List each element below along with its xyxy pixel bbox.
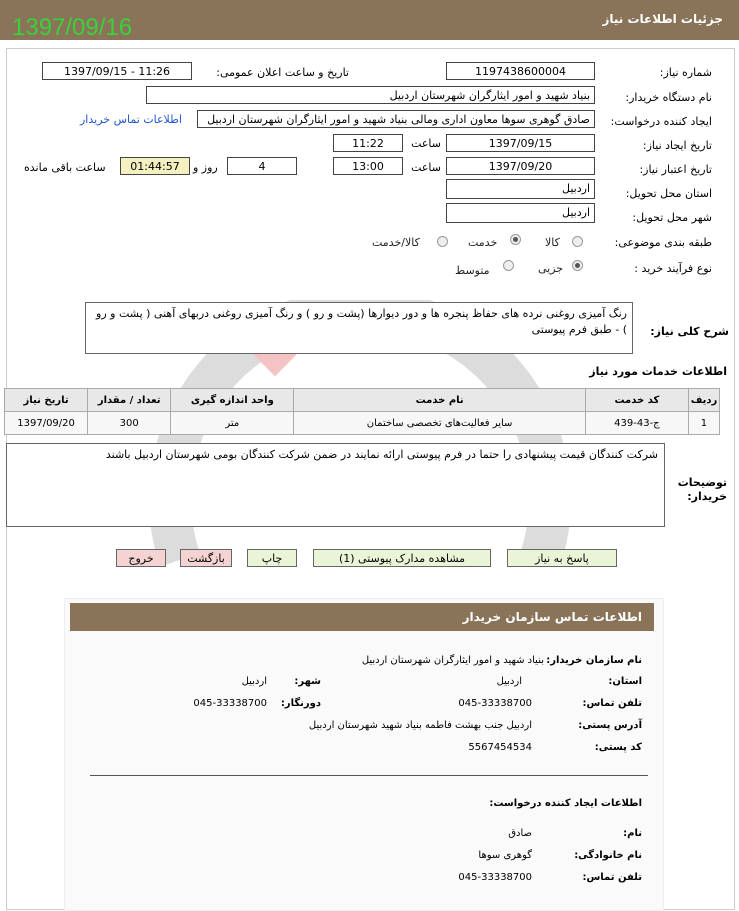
category-both-label: کالا/خدمت <box>372 236 420 249</box>
process-medium-radio[interactable] <box>503 260 514 271</box>
days-label: روز و <box>193 161 218 174</box>
contact-card-title: اطلاعات تماس سازمان خریدار <box>462 610 642 624</box>
days-field: 4 <box>227 157 297 175</box>
name-label: نام: <box>623 828 642 839</box>
page-title: جزئیات اطلاعات نیاز <box>602 12 723 26</box>
validity-time-label: ساعت <box>411 161 441 174</box>
category-service-label: خدمت <box>468 236 498 249</box>
need-number-label: شماره نیاز: <box>659 66 712 79</box>
cell-date: 1397/09/20 <box>5 412 88 435</box>
validity-date-field: 1397/09/20 <box>446 157 595 175</box>
create-time-field: 11:22 <box>333 134 403 152</box>
reply-button[interactable]: پاسخ به نیاز <box>507 549 617 567</box>
category-label: طبقه بندی موضوعی: <box>614 236 712 249</box>
announce-field: 1397/09/15 - 11:26 <box>42 62 192 80</box>
col-code: کد خدمت <box>585 389 688 412</box>
col-unit: واحد اندازه گیری <box>171 389 294 412</box>
contact-divider <box>90 775 648 776</box>
create-date-label: تاریخ ایجاد نیاز: <box>642 139 712 152</box>
create-date-field: 1397/09/15 <box>446 134 595 152</box>
city-value-c: اردبیل <box>241 676 267 687</box>
buyer-label: نام دستگاه خریدار: <box>625 91 712 104</box>
need-number-field: 1197438600004 <box>446 62 595 80</box>
category-goods-label: کالا <box>545 236 560 249</box>
services-header-row <box>5 389 720 412</box>
province-label-c: استان: <box>608 676 642 687</box>
postal-value: 5567454534 <box>468 742 532 753</box>
process-medium-label: متوسط <box>455 264 490 277</box>
category-service-radio[interactable] <box>510 234 521 245</box>
province-field: اردبیل <box>446 179 595 199</box>
cell-name: سایر فعالیت‌های تخصصی ساختمان <box>294 412 585 435</box>
creator-phone-label: تلفن تماس: <box>582 872 642 883</box>
family-value: گوهری سوها <box>478 850 532 861</box>
phone-value: 045-33338700 <box>458 698 532 709</box>
print-button[interactable]: چاپ <box>247 549 297 567</box>
stamp-date: 1397/09/16 <box>12 14 133 41</box>
buyer-field: بنیاد شهید و امور ایثارگران شهرستان اردبیل <box>146 86 595 104</box>
process-minor-label: جزیی <box>538 262 564 275</box>
services-table <box>4 388 720 435</box>
creator-info-title: اطلاعات ایجاد کننده درخواست: <box>489 798 642 809</box>
province-value-c: اردبیل <box>496 676 522 687</box>
cell-qty: 300 <box>88 412 171 435</box>
fax-value: 045-33338700 <box>193 698 267 709</box>
remaining-label: ساعت باقی مانده <box>24 161 106 174</box>
name-value: صادق <box>508 828 532 839</box>
table-row <box>5 412 720 435</box>
col-row: ردیف <box>688 389 719 412</box>
category-both-radio[interactable] <box>437 236 448 247</box>
cell-unit: متر <box>171 412 294 435</box>
creator-phone-value: 045-33338700 <box>458 872 532 883</box>
city-label: شهر محل تحویل: <box>632 211 712 224</box>
col-date: تاریخ نیاز <box>5 389 88 412</box>
notes-field: شرکت کنندگان قیمت پیشنهادی را حتما در فرم پیوستی ارائه نمایند در ضمن شرکت کنندگان بومی شهرستان اردبیل باشند <box>6 443 665 527</box>
city-label-c: شهر: <box>294 676 321 687</box>
contact-card-header <box>70 603 654 631</box>
services-title: اطلاعات خدمات مورد نیاز <box>589 365 727 378</box>
postal-label: کد پستی: <box>594 742 642 753</box>
creator-field: صادق گوهری سوها معاون اداری ومالی بنیاد شهید و امور ایثارگران شهرستان اردبیل <box>197 110 595 128</box>
creator-label: ایجاد کننده درخواست: <box>610 115 712 128</box>
validity-label: تاریخ اعتبار نیاز: <box>639 163 712 176</box>
org-label: نام سازمان خریدار: <box>546 655 642 666</box>
contact-card <box>64 598 664 911</box>
announce-label: تاریخ و ساعت اعلان عمومی: <box>216 66 349 79</box>
description-field: رنگ آمیزی روغنی نرده های حفاظ پنجره ها و دور دیوارها (پشت و رو ) و رنگ آمیزی روغنی دربهای آهنی ( پشت و رو ) - طبق فرم پیوستی <box>85 302 633 354</box>
fax-label: دورنگار: <box>280 698 321 709</box>
col-name: نام خدمت <box>294 389 585 412</box>
org-value: بنیاد شهید و امور ایثارگران شهرستان اردبیل <box>361 655 544 666</box>
process-minor-radio[interactable] <box>572 260 583 271</box>
validity-time-field: 13:00 <box>333 157 403 175</box>
back-button[interactable]: بازگشت <box>180 549 232 567</box>
phone-label: تلفن تماس: <box>582 698 642 709</box>
notes-label: توضیحات خریدار: <box>677 476 727 503</box>
exit-button[interactable]: خروج <box>116 549 166 567</box>
family-label: نام خانوادگی: <box>574 850 642 861</box>
remaining-field: 01:44:57 <box>120 157 190 175</box>
province-label: استان محل تحویل: <box>625 187 712 200</box>
create-time-label: ساعت <box>411 137 441 150</box>
description-label: شرح کلی نیاز: <box>650 325 729 338</box>
attachments-button[interactable]: مشاهده مدارک پیوستی (1) <box>313 549 491 567</box>
city-field: اردبیل <box>446 203 595 223</box>
col-qty: تعداد / مقدار <box>88 389 171 412</box>
process-label: نوع فرآیند خرید : <box>634 262 712 275</box>
category-goods-radio[interactable] <box>572 236 583 247</box>
buyer-contact-link[interactable]: اطلاعات تماس خریدار <box>80 113 182 126</box>
cell-row: 1 <box>688 412 719 435</box>
address-value: اردبیل جنب بهشت فاطمه بنیاد شهید شهرستان اردبیل <box>308 720 532 731</box>
cell-code: ج-43-439 <box>585 412 688 435</box>
address-label: آدرس پستی: <box>578 720 642 731</box>
